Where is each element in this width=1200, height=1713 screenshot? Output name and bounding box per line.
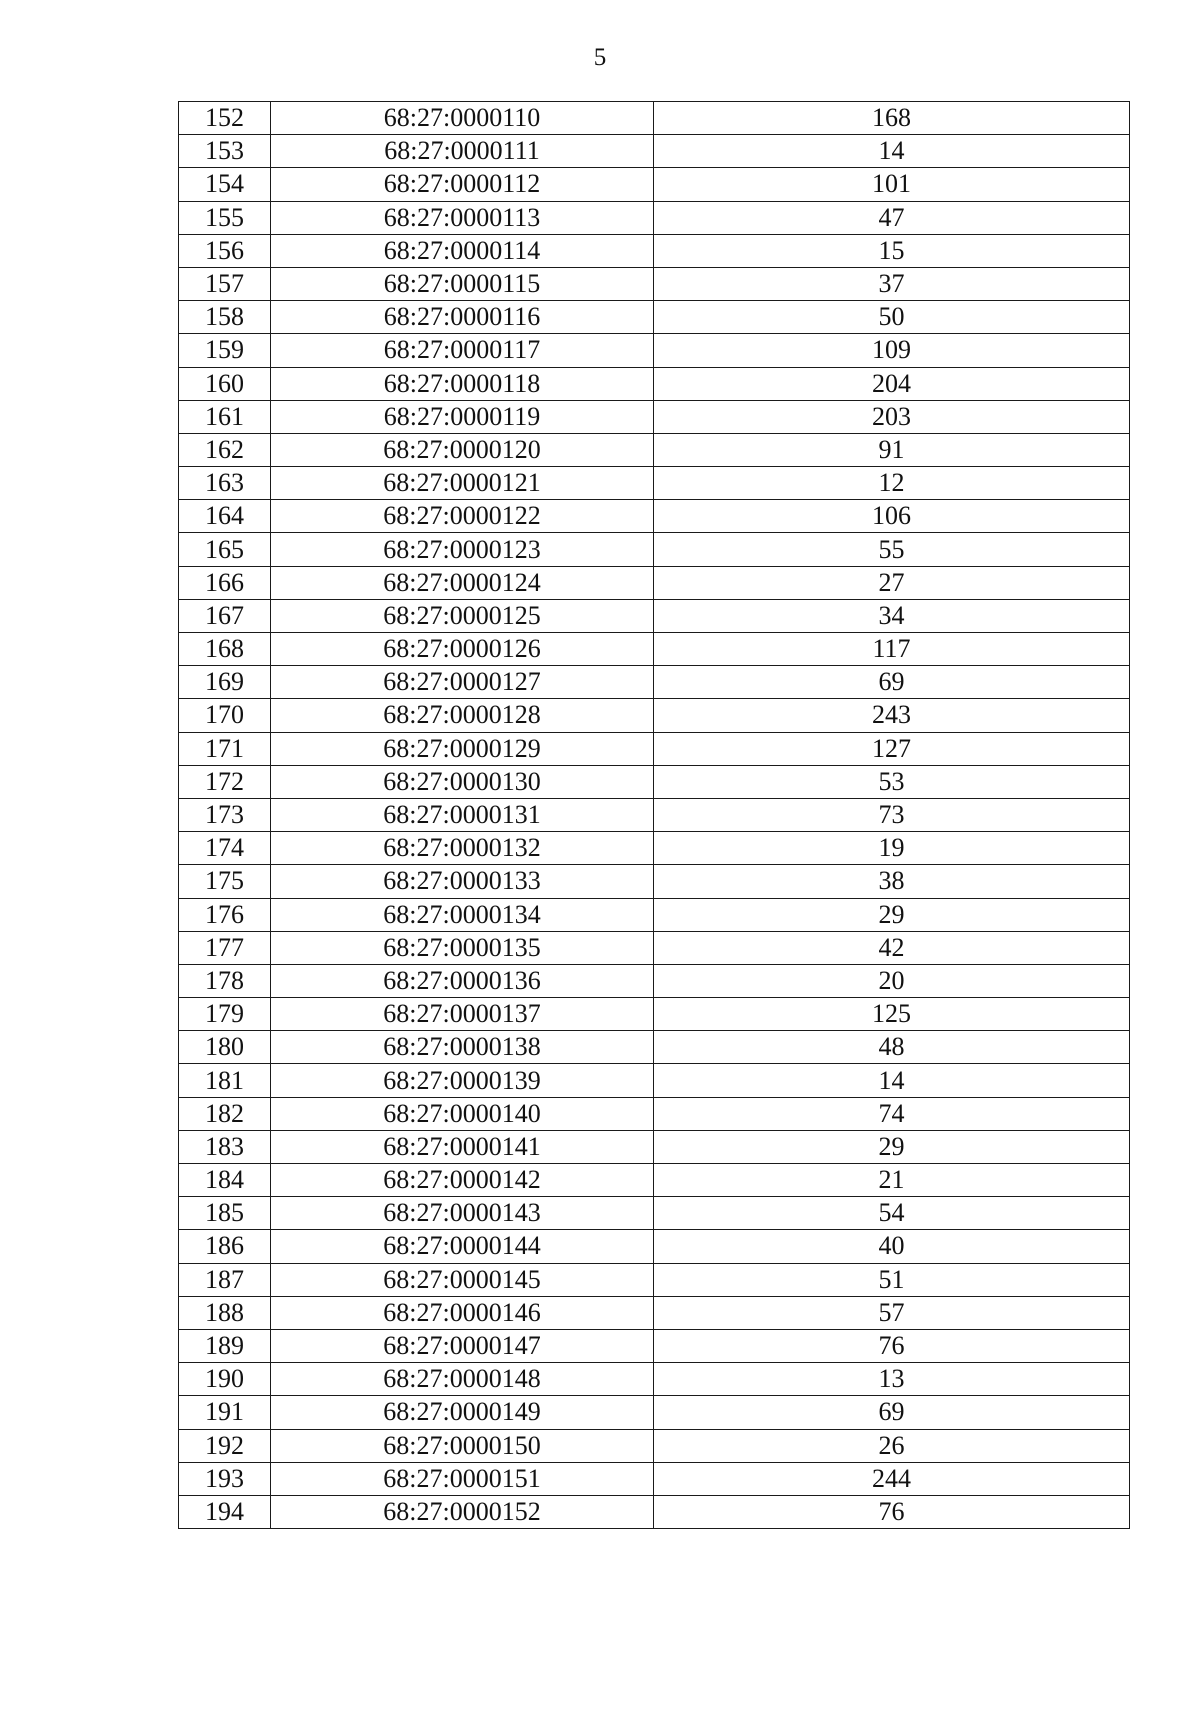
table-row xyxy=(179,1130,1130,1163)
table-row xyxy=(179,201,1130,234)
value-cell: 73 xyxy=(654,798,1130,831)
table-row xyxy=(179,1396,1130,1429)
table-row xyxy=(179,1263,1130,1296)
value-cell: 40 xyxy=(654,1230,1130,1263)
value-cell: 106 xyxy=(654,500,1130,533)
value-cell: 34 xyxy=(654,599,1130,632)
value-cell: 26 xyxy=(654,1429,1130,1462)
value-cell: 53 xyxy=(654,765,1130,798)
value-cell: 109 xyxy=(654,334,1130,367)
table-row xyxy=(179,1329,1130,1362)
value-cell: 125 xyxy=(654,998,1130,1031)
value-cell: 69 xyxy=(654,1396,1130,1429)
cadastral-number-cell: 68:27:0000134 xyxy=(271,898,654,931)
cadastral-number-cell: 68:27:0000147 xyxy=(271,1329,654,1362)
cadastral-number-cell: 68:27:0000111 xyxy=(271,135,654,168)
cadastral-number-cell: 68:27:0000122 xyxy=(271,500,654,533)
cadastral-number-cell: 68:27:0000131 xyxy=(271,798,654,831)
value-cell: 127 xyxy=(654,732,1130,765)
table-row xyxy=(179,367,1130,400)
row-number-cell: 153 xyxy=(179,135,271,168)
row-number-cell: 177 xyxy=(179,931,271,964)
cadastral-number-cell: 68:27:0000138 xyxy=(271,1031,654,1064)
value-cell: 14 xyxy=(654,1064,1130,1097)
table-row xyxy=(179,666,1130,699)
table-row xyxy=(179,998,1130,1031)
row-number-cell: 179 xyxy=(179,998,271,1031)
row-number-cell: 167 xyxy=(179,599,271,632)
row-number-cell: 163 xyxy=(179,467,271,500)
cadastral-number-cell: 68:27:0000126 xyxy=(271,633,654,666)
row-number-cell: 185 xyxy=(179,1197,271,1230)
row-number-cell: 166 xyxy=(179,566,271,599)
table-row xyxy=(179,1230,1130,1263)
cadastral-number-cell: 68:27:0000113 xyxy=(271,201,654,234)
table-row xyxy=(179,865,1130,898)
value-cell: 15 xyxy=(654,234,1130,267)
value-cell: 168 xyxy=(654,102,1130,135)
cadastral-number-cell: 68:27:0000115 xyxy=(271,267,654,300)
cadastral-number-cell: 68:27:0000110 xyxy=(271,102,654,135)
table-row xyxy=(179,1462,1130,1495)
table-row xyxy=(179,1031,1130,1064)
value-cell: 19 xyxy=(654,832,1130,865)
cadastral-number-cell: 68:27:0000135 xyxy=(271,931,654,964)
row-number-cell: 161 xyxy=(179,400,271,433)
value-cell: 47 xyxy=(654,201,1130,234)
row-number-cell: 174 xyxy=(179,832,271,865)
value-cell: 37 xyxy=(654,267,1130,300)
table-row xyxy=(179,931,1130,964)
row-number-cell: 181 xyxy=(179,1064,271,1097)
cadastral-number-cell: 68:27:0000112 xyxy=(271,168,654,201)
value-cell: 12 xyxy=(654,467,1130,500)
row-number-cell: 172 xyxy=(179,765,271,798)
cadastral-number-cell: 68:27:0000137 xyxy=(271,998,654,1031)
value-cell: 50 xyxy=(654,301,1130,334)
cadastral-number-cell: 68:27:0000133 xyxy=(271,865,654,898)
cadastral-number-cell: 68:27:0000144 xyxy=(271,1230,654,1263)
value-cell: 29 xyxy=(654,1130,1130,1163)
cadastral-number-cell: 68:27:0000119 xyxy=(271,400,654,433)
cadastral-number-cell: 68:27:0000149 xyxy=(271,1396,654,1429)
row-number-cell: 162 xyxy=(179,433,271,466)
value-cell: 91 xyxy=(654,433,1130,466)
value-cell: 42 xyxy=(654,931,1130,964)
row-number-cell: 184 xyxy=(179,1164,271,1197)
cadastral-number-cell: 68:27:0000151 xyxy=(271,1462,654,1495)
table-row xyxy=(179,599,1130,632)
value-cell: 51 xyxy=(654,1263,1130,1296)
value-cell: 14 xyxy=(654,135,1130,168)
cadastral-number-cell: 68:27:0000142 xyxy=(271,1164,654,1197)
value-cell: 57 xyxy=(654,1296,1130,1329)
cadastral-number-cell: 68:27:0000116 xyxy=(271,301,654,334)
row-number-cell: 183 xyxy=(179,1130,271,1163)
value-cell: 76 xyxy=(654,1495,1130,1528)
table-row xyxy=(179,1429,1130,1462)
row-number-cell: 187 xyxy=(179,1263,271,1296)
row-number-cell: 171 xyxy=(179,732,271,765)
row-number-cell: 192 xyxy=(179,1429,271,1462)
row-number-cell: 154 xyxy=(179,168,271,201)
value-cell: 76 xyxy=(654,1329,1130,1362)
table-row xyxy=(179,301,1130,334)
value-cell: 13 xyxy=(654,1363,1130,1396)
cadastral-number-cell: 68:27:0000146 xyxy=(271,1296,654,1329)
cadastral-number-cell: 68:27:0000141 xyxy=(271,1130,654,1163)
table-row xyxy=(179,1495,1130,1528)
row-number-cell: 178 xyxy=(179,964,271,997)
table-row xyxy=(179,633,1130,666)
value-cell: 204 xyxy=(654,367,1130,400)
row-number-cell: 180 xyxy=(179,1031,271,1064)
page-number: 5 xyxy=(593,44,607,71)
row-number-cell: 152 xyxy=(179,102,271,135)
table-row xyxy=(179,798,1130,831)
table-row xyxy=(179,1296,1130,1329)
row-number-cell: 165 xyxy=(179,533,271,566)
table-row xyxy=(179,566,1130,599)
table-row xyxy=(179,1363,1130,1396)
table-row xyxy=(179,1097,1130,1130)
cadastral-number-cell: 68:27:0000145 xyxy=(271,1263,654,1296)
value-cell: 48 xyxy=(654,1031,1130,1064)
value-cell: 29 xyxy=(654,898,1130,931)
row-number-cell: 182 xyxy=(179,1097,271,1130)
row-number-cell: 191 xyxy=(179,1396,271,1429)
cadastral-number-cell: 68:27:0000128 xyxy=(271,699,654,732)
table-row xyxy=(179,467,1130,500)
value-cell: 69 xyxy=(654,666,1130,699)
table-row xyxy=(179,102,1130,135)
table-row xyxy=(179,765,1130,798)
cadastral-number-cell: 68:27:0000118 xyxy=(271,367,654,400)
cadastral-number-cell: 68:27:0000136 xyxy=(271,964,654,997)
value-cell: 117 xyxy=(654,633,1130,666)
row-number-cell: 188 xyxy=(179,1296,271,1329)
value-cell: 101 xyxy=(654,168,1130,201)
value-cell: 55 xyxy=(654,533,1130,566)
row-number-cell: 168 xyxy=(179,633,271,666)
cadastral-number-cell: 68:27:0000117 xyxy=(271,334,654,367)
table-body xyxy=(179,102,1130,1529)
value-cell: 74 xyxy=(654,1097,1130,1130)
table-row xyxy=(179,334,1130,367)
value-cell: 203 xyxy=(654,400,1130,433)
cadastral-number-cell: 68:27:0000127 xyxy=(271,666,654,699)
table-row xyxy=(179,234,1130,267)
cadastral-number-cell: 68:27:0000150 xyxy=(271,1429,654,1462)
value-cell: 54 xyxy=(654,1197,1130,1230)
row-number-cell: 193 xyxy=(179,1462,271,1495)
table-row xyxy=(179,699,1130,732)
cadastral-number-cell: 68:27:0000148 xyxy=(271,1363,654,1396)
table-row xyxy=(179,267,1130,300)
cadastral-number-cell: 68:27:0000143 xyxy=(271,1197,654,1230)
table-row xyxy=(179,135,1130,168)
value-cell: 243 xyxy=(654,699,1130,732)
row-number-cell: 164 xyxy=(179,500,271,533)
row-number-cell: 159 xyxy=(179,334,271,367)
value-cell: 20 xyxy=(654,964,1130,997)
table-row xyxy=(179,832,1130,865)
table-row xyxy=(179,1197,1130,1230)
row-number-cell: 170 xyxy=(179,699,271,732)
row-number-cell: 157 xyxy=(179,267,271,300)
cadastral-number-cell: 68:27:0000132 xyxy=(271,832,654,865)
cadastral-number-cell: 68:27:0000120 xyxy=(271,433,654,466)
value-cell: 27 xyxy=(654,566,1130,599)
row-number-cell: 194 xyxy=(179,1495,271,1528)
row-number-cell: 158 xyxy=(179,301,271,334)
row-number-cell: 173 xyxy=(179,798,271,831)
row-number-cell: 189 xyxy=(179,1329,271,1362)
cadastral-number-cell: 68:27:0000124 xyxy=(271,566,654,599)
value-cell: 244 xyxy=(654,1462,1130,1495)
table-row xyxy=(179,433,1130,466)
cadastral-number-cell: 68:27:0000152 xyxy=(271,1495,654,1528)
table-row xyxy=(179,500,1130,533)
table-row xyxy=(179,732,1130,765)
cadastral-number-cell: 68:27:0000140 xyxy=(271,1097,654,1130)
row-number-cell: 169 xyxy=(179,666,271,699)
row-number-cell: 160 xyxy=(179,367,271,400)
table-row xyxy=(179,1164,1130,1197)
table-row xyxy=(179,533,1130,566)
row-number-cell: 186 xyxy=(179,1230,271,1263)
cadastral-number-cell: 68:27:0000125 xyxy=(271,599,654,632)
table-row xyxy=(179,1064,1130,1097)
cadastral-number-cell: 68:27:0000130 xyxy=(271,765,654,798)
land-plot-table xyxy=(178,101,1130,1529)
cadastral-number-cell: 68:27:0000114 xyxy=(271,234,654,267)
table-row xyxy=(179,898,1130,931)
table-row xyxy=(179,168,1130,201)
table-row xyxy=(179,400,1130,433)
cadastral-number-cell: 68:27:0000123 xyxy=(271,533,654,566)
value-cell: 21 xyxy=(654,1164,1130,1197)
row-number-cell: 156 xyxy=(179,234,271,267)
cadastral-number-cell: 68:27:0000121 xyxy=(271,467,654,500)
cadastral-number-cell: 68:27:0000139 xyxy=(271,1064,654,1097)
row-number-cell: 176 xyxy=(179,898,271,931)
row-number-cell: 155 xyxy=(179,201,271,234)
table-row xyxy=(179,964,1130,997)
row-number-cell: 175 xyxy=(179,865,271,898)
cadastral-number-cell: 68:27:0000129 xyxy=(271,732,654,765)
row-number-cell: 190 xyxy=(179,1363,271,1396)
value-cell: 38 xyxy=(654,865,1130,898)
